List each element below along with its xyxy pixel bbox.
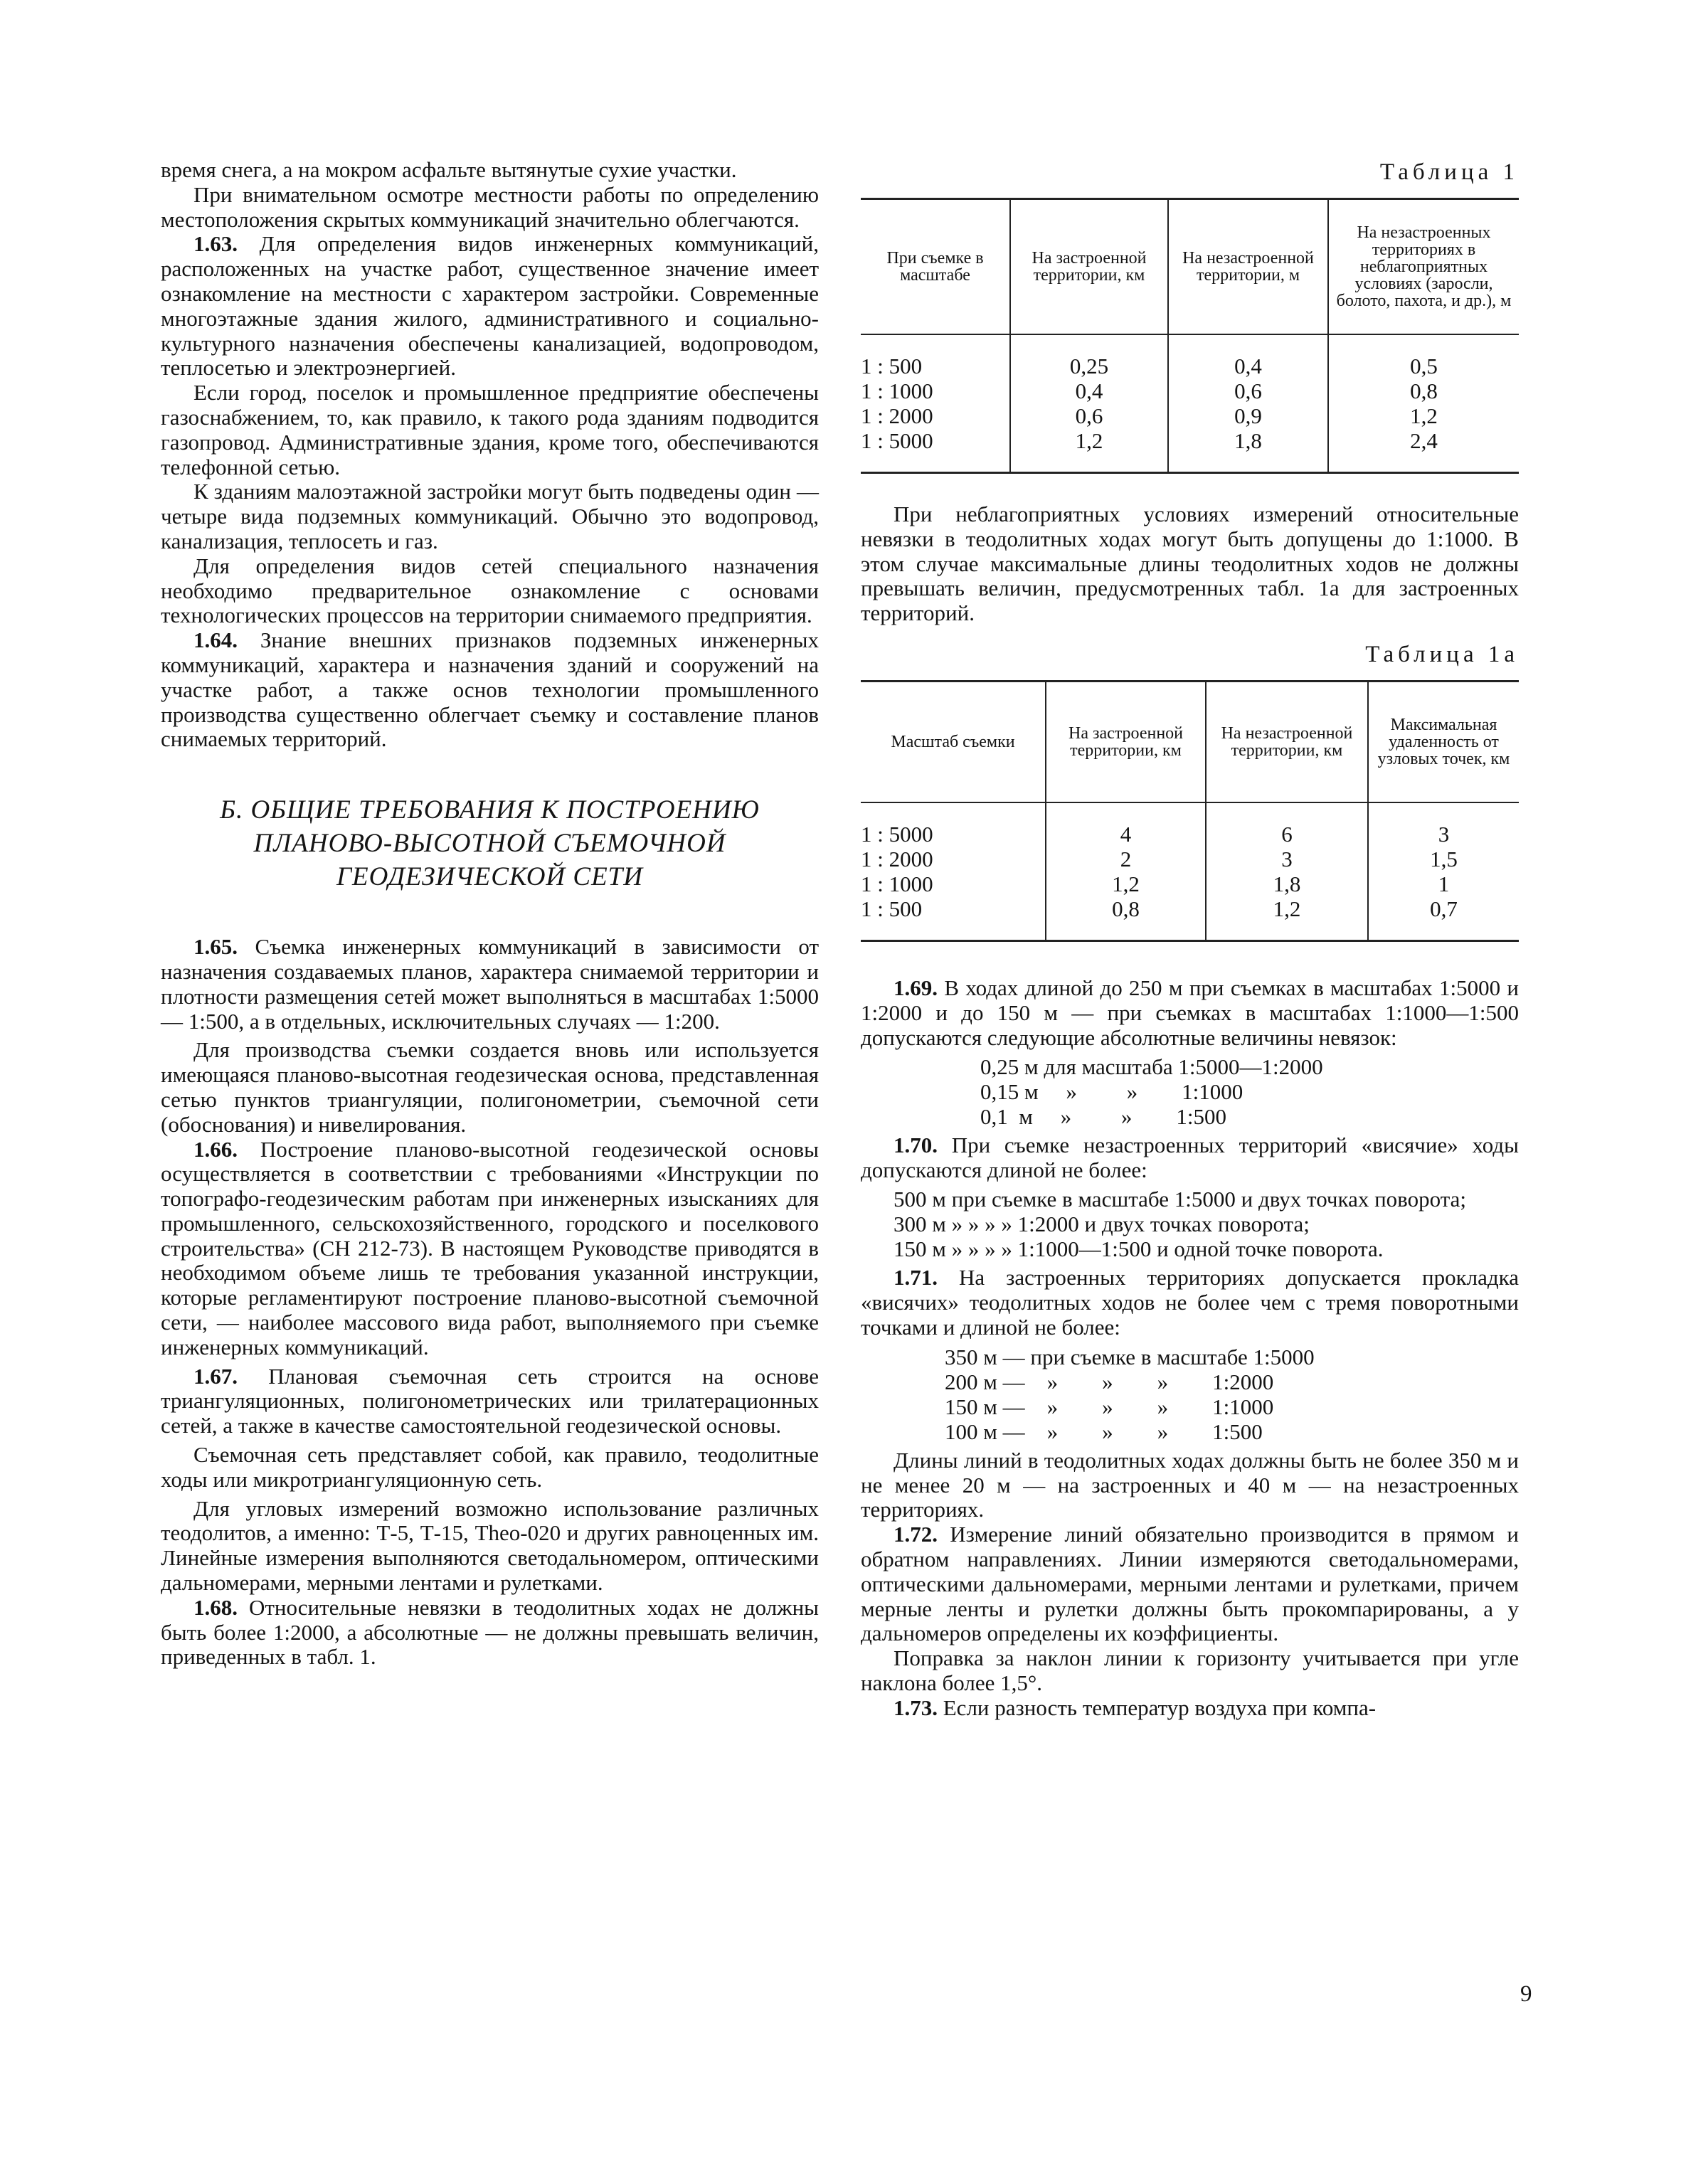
paragraph-1-64 xyxy=(161,628,819,752)
paragraph: Длины линий в теодолитных ходах должны быть не более 350 м и не менее 20 м — на застроенных и 40 м — на незастроенных территориях. xyxy=(861,1447,1519,1522)
table-cell: 1 : 500 xyxy=(861,354,923,378)
table-1a xyxy=(861,680,1519,942)
table-header-cell: На застроенной территории, км xyxy=(1046,681,1206,802)
section-heading: Б. ОБЩИЕ ТРЕБОВАНИЯ К ПОСТРОЕНИЮ ПЛАНОВО-ВЫСОТНОЙ СЪЕМОЧНОЙ ГЕОДЕЗИЧЕСКОЙ СЕТИ xyxy=(220,795,760,892)
table-cell: 1 : 500 xyxy=(861,896,923,921)
table-cell: 1 : 5000 xyxy=(861,821,933,847)
table-1 xyxy=(861,198,1519,474)
table-cell: 2,4 xyxy=(1328,428,1519,473)
table-cell: 0,6 xyxy=(1010,403,1168,428)
table-cell: 0,9 xyxy=(1168,403,1328,428)
table-header-cell: На незастроенной территории, км xyxy=(1206,681,1368,802)
table-header-cell: На застроенной территории, км xyxy=(1010,199,1168,335)
tolerance-line: 0,15 м » » 1:1000 xyxy=(980,1079,1243,1105)
table-header-cell: Максимальная удаленность от узловых точек, км xyxy=(1368,681,1519,802)
clause-number: 1.68. xyxy=(193,1594,238,1620)
paragraph-1-73 xyxy=(861,1696,1519,1721)
clause-number: 1.65. xyxy=(193,934,238,960)
clause-number: 1.72. xyxy=(893,1522,938,1547)
paragraph-text: Если разность температур воздуха при компа- xyxy=(938,1695,1377,1720)
table-cell: 1,2 xyxy=(1010,428,1168,473)
paragraph: Если город, поселок и промышленное предприятие обеспечены газоснабжением, то, как правило, к такого рода зданиям подводится газопровод. Административные здания, кроме того, обеспечиваются телефонной сетью. xyxy=(161,380,819,479)
right-column xyxy=(861,158,1519,1721)
length-line: 200 м — » » » 1:2000 xyxy=(945,1369,1274,1394)
page-number: 9 xyxy=(1520,1981,1532,2007)
clause-number: 1.64. xyxy=(193,627,238,653)
table-cell: 1 : 1000 xyxy=(861,871,933,896)
table-cell: 1 : 1000 xyxy=(861,378,933,403)
paragraph: При неблагоприятных условиях измерений относительные невязки в теодолитных ходах могут быть допущены до 1:1000. В этом случае максимальные длины теодолитных ходов не должны превышать величин, предусмотренных табл. 1а для застроенных территорий. xyxy=(861,502,1519,626)
clause-number: 1.63. xyxy=(193,231,238,257)
table-cell: 3 xyxy=(1206,847,1368,871)
table-cell: 1,2 xyxy=(1206,896,1368,941)
paragraph-text: Измерение линий обязательно производится в прямом и обратном направлениях. Линии измеряются светодальномерами, оптическими дальномерами, мерными лентами и рулетками, причем мерные ленты и рулетки должны быть прокомпарированы, а у дальномеров определены их коэффициенты. xyxy=(861,1522,1519,1646)
table-cell: 1 : 2000 xyxy=(861,846,933,871)
table-row xyxy=(861,378,1519,403)
table-cell: 0,7 xyxy=(1368,896,1519,941)
table-1a-caption: Таблица 1а xyxy=(1365,641,1519,667)
clause-number: 1.73. xyxy=(893,1695,938,1720)
length-line: 350 м — при съемке в масштабе 1:5000 xyxy=(945,1344,1315,1369)
length-line: 100 м — » » » 1:500 xyxy=(945,1419,1263,1444)
tolerance-values xyxy=(980,1054,1519,1129)
paragraph-1-70 xyxy=(861,1133,1519,1183)
table-row xyxy=(861,871,1519,896)
table-cell: 1 xyxy=(1368,871,1519,896)
table-header-row xyxy=(861,199,1519,335)
table-1-caption: Таблица 1 xyxy=(1379,159,1519,185)
paragraph: 300 м » » » » 1:2000 и двух точках поворота; xyxy=(893,1211,1310,1236)
length-line: 150 м — » » » 1:1000 xyxy=(945,1394,1274,1419)
table-cell: 0,6 xyxy=(1168,378,1328,403)
paragraph-text: Для определения видов инженерных коммуникаций, расположенных на участке работ, существенное значение имеет ознакомление на местности с характером застройки. Современные многоэтажные здания жилого, административного и социально-культурного назначения обеспечены канализацией, водопроводом, теплосетью и электроэнергией. xyxy=(161,231,819,381)
paragraph-1-72 xyxy=(861,1522,1519,1646)
table-cell: 1,2 xyxy=(1328,403,1519,428)
paragraph: время снега, а на мокром асфальте вытянутые сухие участки. xyxy=(161,157,737,182)
table-row xyxy=(861,403,1519,428)
paragraph-1-63 xyxy=(161,232,819,381)
left-column xyxy=(161,158,819,1670)
table-cell: 1,8 xyxy=(1168,428,1328,473)
length-values xyxy=(945,1345,1519,1444)
table-cell: 2 xyxy=(1046,847,1206,871)
paragraph-1-71 xyxy=(861,1266,1519,1340)
clause-number: 1.70. xyxy=(893,1133,938,1158)
paragraph: 150 м » » » » 1:1000—1:500 и одной точке поворота. xyxy=(893,1236,1384,1261)
paragraph: Съемочная сеть представляет собой, как правило, теодолитные ходы или микротриангуляционную сеть. xyxy=(161,1442,819,1492)
table-row xyxy=(861,847,1519,871)
table-header-cell: При съемке в масштабе xyxy=(886,249,984,285)
table-cell: 1 : 2000 xyxy=(861,403,933,428)
table-cell: 3 xyxy=(1368,802,1519,847)
table-cell: 6 xyxy=(1206,802,1368,847)
table-cell: 0,4 xyxy=(1010,378,1168,403)
paragraph-text: При съемке незастроенных территорий «висячие» ходы допускаются длиной не более: xyxy=(861,1133,1519,1183)
table-header-cell: На незастроенных территориях в неблагоприятных условиях (заросли, болото, пахота, и др.), м xyxy=(1328,199,1519,335)
table-header-row xyxy=(861,681,1519,802)
paragraph-1-67 xyxy=(161,1364,819,1438)
table-cell: 0,4 xyxy=(1168,334,1328,378)
paragraph: К зданиям малоэтажной застройки могут быть подведены один — четыре вида подземных коммуникаций. Обычно это водопровод, канализация, теплосеть и газ. xyxy=(161,479,819,553)
paragraph-text: Знание внешних признаков подземных инженерных коммуникаций, характера и назначения зданий и сооружений на участке работ, а также основ технологии промышленного производства существенно облегчает съемку и составление планов снимаемых территорий. xyxy=(161,627,819,752)
table-header-cell: На незастроенной территории, м xyxy=(1168,199,1328,335)
tolerance-line: 0,1 м » » 1:500 xyxy=(980,1104,1226,1130)
table-row xyxy=(861,802,1519,847)
paragraph-text: В ходах длиной до 250 м при съемках в масштабах 1:5000 и 1:2000 и до 150 м — при съемках в масштабах 1:1000—1:500 допускаются следующие абсолютные величины невязок: xyxy=(861,975,1519,1050)
paragraph-1-69 xyxy=(861,976,1519,1050)
table-cell: 0,5 xyxy=(1328,334,1519,378)
paragraph-text: Построение планово-высотной геодезической основы осуществляется в соответствии с требованиями «Инструкции по топографо-геодезическим работам при инженерных изысканиях для промышленного, сельскохозяйственного, городского и поселкового строительства» (СН 212-73). В настоящем Руководстве приводятся в необходимом объеме лишь те требования указанной инструкции, которые регламентируют построение планово-высотной съемочной сети, — наиболее массового вида работ, выполняемого при съемке инженерных коммуникаций. xyxy=(161,1136,819,1359)
paragraph-1-65 xyxy=(161,935,819,1034)
table-cell: 0,25 xyxy=(1010,334,1168,378)
clause-number: 1.69. xyxy=(893,975,938,1000)
paragraph: Поправка за наклон линии к горизонту учитывается при угле наклона более 1,5°. xyxy=(861,1645,1519,1695)
table-cell: 1,8 xyxy=(1206,871,1368,896)
clause-number: 1.67. xyxy=(193,1363,238,1389)
table-row xyxy=(861,896,1519,941)
paragraph-1-68 xyxy=(161,1596,819,1670)
paragraph-text: Плановая съемочная сеть строится на основе триангуляционных, полигонометрических или трилатерационных сетей, а также в качестве самостоятельной геодезической основы. xyxy=(161,1363,819,1438)
table-cell: 0,8 xyxy=(1046,896,1206,941)
paragraph: Для угловых измерений возможно использование различных теодолитов, а именно: Т-5, Т-15, Theo-020 и других равноценных им. Линейные измерения выполняются светодальномером, оптическими дальномерами, мерными лентами и рулетками. xyxy=(161,1495,819,1596)
table-header-cell: Масштаб съемки xyxy=(891,732,1015,751)
clause-number: 1.66. xyxy=(193,1136,238,1162)
paragraph: 500 м при съемке в масштабе 1:5000 и двух точках поворота; xyxy=(893,1186,1466,1212)
table-cell: 0,8 xyxy=(1328,378,1519,403)
paragraph-text: Относительные невязки в теодолитных ходах не должны быть более 1:2000, а абсолютные — не должны превышать величин, приведенных в табл. 1. xyxy=(161,1594,819,1670)
table-cell: 4 xyxy=(1046,802,1206,847)
table-cell: 1,5 xyxy=(1368,847,1519,871)
tolerance-line: 0,25 м для масштаба 1:5000—1:2000 xyxy=(980,1054,1323,1080)
table-cell: 1,2 xyxy=(1046,871,1206,896)
paragraph-1-66 xyxy=(161,1138,819,1360)
paragraph: Для определения видов сетей специального назначения необходимо предварительное ознакомление с основами технологических процессов на территории снимаемого предприятия. xyxy=(161,553,819,628)
clause-number: 1.71. xyxy=(893,1265,938,1290)
paragraph-text: На застроенных территориях допускается прокладка «висячих» теодолитных ходов не более чем с тремя поворотными точками и длиной не более: xyxy=(861,1265,1519,1340)
table-cell: 1 : 5000 xyxy=(861,428,933,453)
table-row xyxy=(861,428,1519,473)
paragraph-text: Съемка инженерных коммуникаций в зависимости от назначения создаваемых планов, характера снимаемой территории и плотности размещения сетей может выполняться в масштабах 1:5000 — 1:500, а в отдельных, исключительных случаях — 1:200. xyxy=(161,934,819,1034)
paragraph: При внимательном осмотре местности работы по определению местоположения скрытых коммуникаций значительно облегчаются. xyxy=(161,181,819,232)
table-row xyxy=(861,334,1519,378)
paragraph: Для производства съемки создается вновь или используется имеющаяся планово-высотная геодезическая основа, представленная сетью пунктов триангуляции, полигонометрии, съемочной сети (обоснования) и нивелирования. xyxy=(161,1037,819,1137)
